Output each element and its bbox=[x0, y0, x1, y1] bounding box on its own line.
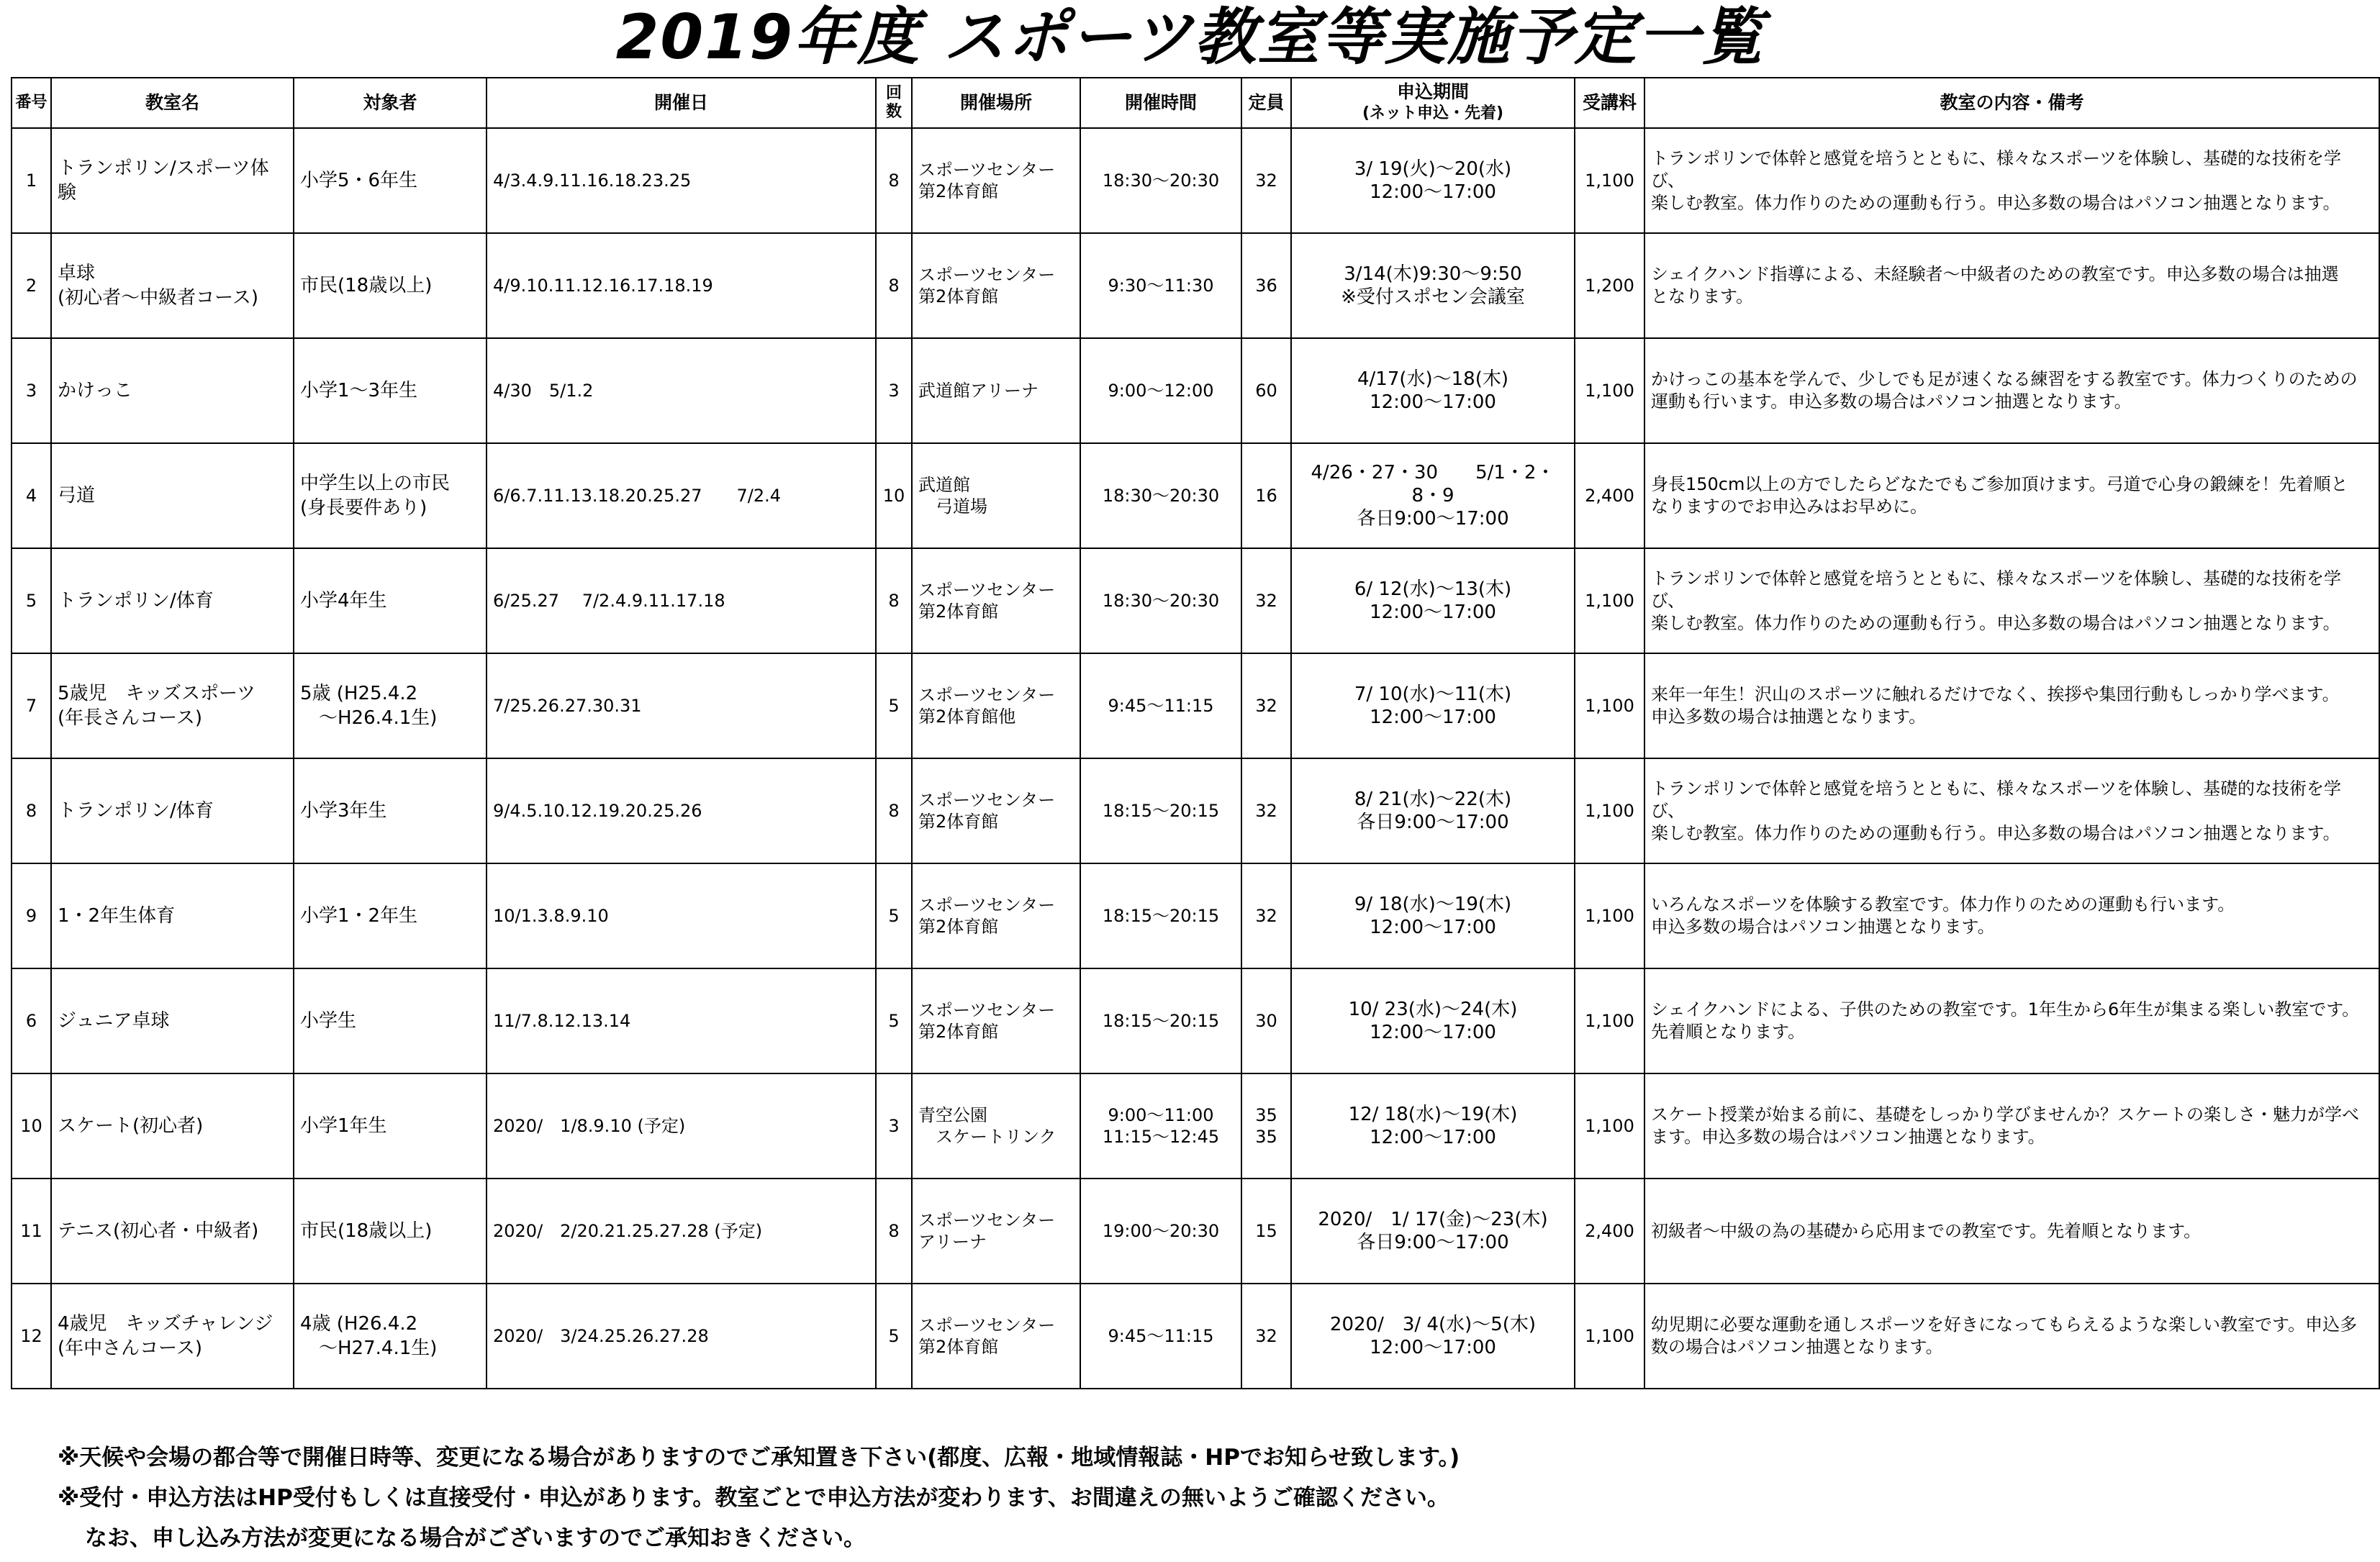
cell-apply bbox=[1291, 443, 1575, 548]
cell-place-line: 第2体育館 bbox=[918, 812, 999, 832]
header-no: 番号 bbox=[12, 78, 51, 128]
cell-apply-line: 12:00〜17:00 bbox=[1370, 707, 1496, 728]
cell-count: 5 bbox=[876, 863, 912, 968]
table-row bbox=[12, 443, 2379, 548]
cell-note-line: 数の場合はパソコン抽選となります。 bbox=[1651, 1337, 1943, 1357]
cell-time-line: 9:45〜11:15 bbox=[1108, 696, 1214, 716]
cell-apply bbox=[1291, 653, 1575, 758]
cell-target-line: 小学生 bbox=[300, 1010, 357, 1032]
cell-note-line: 楽しむ教室。体力作りのための運動も行う。申込多数の場合はパソコン抽選となります。 bbox=[1651, 192, 2340, 213]
cell-place-line: 青空公園 bbox=[918, 1105, 987, 1125]
page-title: 2019年度 スポーツ教室等実施予定一覧 bbox=[615, 1, 1765, 73]
cell-note-line: いろんなスポーツを体験する教室です。体力作りのための運動も行います。 bbox=[1651, 894, 2235, 914]
cell-target-line: 小学1年生 bbox=[300, 1115, 387, 1137]
cell-apply bbox=[1291, 1284, 1575, 1389]
cell-place bbox=[912, 1073, 1080, 1179]
cell-target bbox=[294, 548, 487, 653]
cell-capacity-line: 32 bbox=[1255, 801, 1277, 821]
cell-name bbox=[51, 128, 294, 233]
cell-note bbox=[1644, 1284, 2379, 1389]
cell-target-line: ～H27.4.1生) bbox=[300, 1338, 438, 1359]
header-dates: 開催日 bbox=[487, 78, 876, 128]
table-row bbox=[12, 863, 2379, 968]
cell-count: 5 bbox=[876, 1284, 912, 1389]
cell-fee: 1,100 bbox=[1575, 128, 1644, 233]
cell-name-line: (初心者〜中級者コース) bbox=[58, 287, 258, 309]
cell-target-line: 小学1〜3年生 bbox=[300, 380, 418, 401]
cell-place-line: 第2体育館 bbox=[918, 1337, 999, 1357]
cell-apply bbox=[1291, 1179, 1575, 1284]
cell-place-line: スポーツセンター bbox=[918, 1000, 1056, 1020]
cell-target-line: (身長要件あり) bbox=[300, 497, 427, 519]
cell-note bbox=[1644, 443, 2379, 548]
cell-apply-line: 各日9:00〜17:00 bbox=[1357, 508, 1509, 530]
cell-note bbox=[1644, 653, 2379, 758]
cell-name bbox=[51, 443, 294, 548]
header-name: 教室名 bbox=[51, 78, 294, 128]
cell-apply-line: 各日9:00〜17:00 bbox=[1357, 1232, 1509, 1253]
cell-fee: 1,100 bbox=[1575, 1284, 1644, 1389]
cell-note bbox=[1644, 338, 2379, 443]
cell-note-line: 幼児期に必要な運動を通しスポーツを好きになってもらえるような楽しい教室です。申込多 bbox=[1651, 1314, 2358, 1335]
cell-name-line: 5歳児 キッズスポーツ bbox=[58, 683, 255, 704]
cell-place-line: 第2体育館 bbox=[918, 917, 999, 937]
cell-dates: 2020/ 3/24.25.26.27.28 bbox=[487, 1284, 876, 1389]
cell-note bbox=[1644, 968, 2379, 1073]
cell-apply bbox=[1291, 1073, 1575, 1179]
cell-place-line: 第2体育館 bbox=[918, 601, 999, 622]
cell-capacity bbox=[1241, 338, 1291, 443]
cell-time bbox=[1080, 653, 1241, 758]
cell-time-line: 9:00〜12:00 bbox=[1108, 381, 1214, 401]
cell-note-line: ます。申込多数の場合はパソコン抽選となります。 bbox=[1651, 1127, 2045, 1147]
cell-no: 10 bbox=[12, 1073, 51, 1179]
header-note: 教室の内容・備考 bbox=[1644, 78, 2379, 128]
cell-target-line: 小学4年生 bbox=[300, 590, 387, 612]
cell-fee: 1,100 bbox=[1575, 758, 1644, 863]
cell-capacity bbox=[1241, 758, 1291, 863]
cell-apply-line: 10/ 23(水)〜24(木) bbox=[1348, 999, 1518, 1020]
cell-apply-line: 12/ 18(水)〜19(木) bbox=[1348, 1104, 1518, 1125]
cell-apply-line: 2020/ 1/ 17(金)〜23(木) bbox=[1318, 1209, 1548, 1230]
cell-time-line: 11:15〜12:45 bbox=[1102, 1127, 1220, 1147]
cell-note-line: トランポリンで体幹と感覚を培うとともに、様々なスポーツを体験し、基礎的な技術を学び、 bbox=[1651, 568, 2342, 611]
cell-target bbox=[294, 1179, 487, 1284]
cell-capacity bbox=[1241, 653, 1291, 758]
cell-note-line: 初級者〜中級の為の基礎から応用までの教室です。先着順となります。 bbox=[1651, 1220, 2202, 1241]
cell-target-line: 5歳 (H25.4.2 bbox=[300, 683, 418, 704]
cell-apply-line: 12:00〜17:00 bbox=[1370, 601, 1496, 623]
footnote-1: ※天候や会場の都合等で開催日時等、変更になる場合がありますのでご承知置き下さい(都度、広報・地域情報誌・HPでお知らせ致します。) bbox=[58, 1445, 1460, 1471]
cell-place bbox=[912, 338, 1080, 443]
cell-name bbox=[51, 653, 294, 758]
footnote-2: ※受付・申込方法はHP受付もしくは直接受付・申込があります。教室ごとで申込方法が変わります、お間違えの無いようご確認ください。 bbox=[58, 1485, 1449, 1511]
cell-note-line: 運動も行います。申込多数の場合はパソコン抽選となります。 bbox=[1651, 391, 2132, 412]
cell-fee: 1,100 bbox=[1575, 863, 1644, 968]
cell-place-line: スポーツセンター bbox=[918, 1315, 1056, 1335]
cell-note bbox=[1644, 863, 2379, 968]
cell-time bbox=[1080, 758, 1241, 863]
cell-capacity-line: 16 bbox=[1255, 486, 1277, 506]
cell-no: 2 bbox=[12, 233, 51, 338]
cell-capacity-line: 32 bbox=[1255, 1326, 1277, 1346]
cell-fee: 1,100 bbox=[1575, 968, 1644, 1073]
cell-target bbox=[294, 1073, 487, 1179]
cell-count: 3 bbox=[876, 338, 912, 443]
cell-time-line: 18:15〜20:15 bbox=[1102, 1011, 1220, 1031]
cell-no: 11 bbox=[12, 1179, 51, 1284]
cell-place-line: 第2体育館 bbox=[918, 286, 999, 307]
cell-name bbox=[51, 863, 294, 968]
cell-no: 12 bbox=[12, 1284, 51, 1389]
cell-target-line: 小学5・6年生 bbox=[300, 170, 418, 191]
cell-target-line: 中学生以上の市民 bbox=[300, 473, 451, 494]
cell-target bbox=[294, 338, 487, 443]
table-row bbox=[12, 338, 2379, 443]
cell-no: 9 bbox=[12, 863, 51, 968]
cell-capacity-line: 35 bbox=[1255, 1127, 1277, 1147]
cell-apply-line: 12:00〜17:00 bbox=[1370, 1337, 1496, 1358]
cell-note-line: なりますのでお申込みはお早めに。 bbox=[1651, 496, 1927, 517]
cell-place bbox=[912, 233, 1080, 338]
cell-no: 1 bbox=[12, 128, 51, 233]
cell-name-line: かけっこ bbox=[58, 380, 133, 401]
cell-time bbox=[1080, 1284, 1241, 1389]
cell-time bbox=[1080, 233, 1241, 338]
table-row bbox=[12, 1073, 2379, 1179]
cell-no: 7 bbox=[12, 653, 51, 758]
header-apply-subtitle: (ネット申込・先着) bbox=[1362, 104, 1504, 122]
table-row bbox=[12, 1284, 2379, 1389]
cell-apply-line: 12:00〜17:00 bbox=[1370, 181, 1496, 203]
header-capacity: 定員 bbox=[1241, 78, 1291, 128]
cell-capacity bbox=[1241, 1073, 1291, 1179]
cell-capacity-line: 32 bbox=[1255, 591, 1277, 611]
cell-time-line: 18:30〜20:30 bbox=[1102, 486, 1220, 506]
cell-dates: 2020/ 1/8.9.10 (予定) bbox=[487, 1073, 876, 1179]
cell-time bbox=[1080, 443, 1241, 548]
cell-dates: 6/25.27 7/2.4.9.11.17.18 bbox=[487, 548, 876, 653]
cell-dates: 7/25.26.27.30.31 bbox=[487, 653, 876, 758]
cell-no: 3 bbox=[12, 338, 51, 443]
cell-name bbox=[51, 1284, 294, 1389]
cell-apply-line: 12:00〜17:00 bbox=[1370, 917, 1496, 938]
cell-note-line: スケート授業が始まる前に、基礎をしっかり学びませんか？スケートの楽しさ・魅力が学べ bbox=[1651, 1104, 2359, 1125]
cell-capacity bbox=[1241, 863, 1291, 968]
header-apply-title: 申込期間 bbox=[1396, 81, 1469, 102]
cell-apply-line: 7/ 10(水)〜11(木) bbox=[1354, 684, 1512, 705]
cell-time bbox=[1080, 863, 1241, 968]
cell-count: 5 bbox=[876, 968, 912, 1073]
cell-target bbox=[294, 758, 487, 863]
cell-apply-line: 6/ 12(水)〜13(木) bbox=[1354, 578, 1512, 600]
cell-place-line: 武道館アリーナ bbox=[918, 381, 1039, 401]
cell-target-line: 小学1・2年生 bbox=[300, 905, 418, 927]
cell-apply-line: 12:00〜17:00 bbox=[1370, 1022, 1496, 1043]
cell-name-line: 弓道 bbox=[58, 485, 96, 507]
cell-count: 8 bbox=[876, 548, 912, 653]
cell-name bbox=[51, 338, 294, 443]
cell-name-line: トランポリン/スポーツ体験 bbox=[58, 158, 269, 204]
cell-capacity-line: 60 bbox=[1255, 381, 1277, 401]
cell-place-line: スポーツセンター bbox=[918, 580, 1056, 600]
cell-time-line: 18:15〜20:15 bbox=[1102, 801, 1220, 821]
cell-target-line: 小学3年生 bbox=[300, 800, 387, 822]
cell-dates: 4/9.10.11.12.16.17.18.19 bbox=[487, 233, 876, 338]
cell-capacity bbox=[1241, 443, 1291, 548]
cell-name bbox=[51, 758, 294, 863]
cell-place-line: スポーツセンター bbox=[918, 895, 1056, 915]
cell-target bbox=[294, 863, 487, 968]
table-row bbox=[12, 548, 2379, 653]
cell-target bbox=[294, 233, 487, 338]
cell-apply-line: 4/17(水)〜18(木) bbox=[1357, 368, 1509, 390]
header-apply bbox=[1291, 78, 1575, 128]
cell-dates: 4/3.4.9.11.16.18.23.25 bbox=[487, 128, 876, 233]
cell-capacity-line: 36 bbox=[1255, 276, 1277, 296]
cell-place bbox=[912, 758, 1080, 863]
cell-apply bbox=[1291, 548, 1575, 653]
cell-apply bbox=[1291, 863, 1575, 968]
cell-apply bbox=[1291, 233, 1575, 338]
table-row bbox=[12, 233, 2379, 338]
schedule-table bbox=[11, 77, 2380, 1389]
cell-note-line: トランポリンで体幹と感覚を培うとともに、様々なスポーツを体験し、基礎的な技術を学び、 bbox=[1651, 147, 2342, 191]
cell-time bbox=[1080, 548, 1241, 653]
cell-fee: 1,100 bbox=[1575, 1073, 1644, 1179]
cell-place-line: 武道館 bbox=[918, 475, 970, 495]
cell-place-line: 第2体育館他 bbox=[918, 707, 1016, 727]
cell-fee: 2,400 bbox=[1575, 1179, 1644, 1284]
header-target: 対象者 bbox=[294, 78, 487, 128]
cell-count: 3 bbox=[876, 1073, 912, 1179]
table-row bbox=[12, 758, 2379, 863]
cell-apply-line: 各日9:00〜17:00 bbox=[1357, 812, 1509, 833]
cell-apply bbox=[1291, 128, 1575, 233]
table-row bbox=[12, 968, 2379, 1073]
cell-place bbox=[912, 1284, 1080, 1389]
cell-apply-line: 3/14(木)9:30〜9:50 bbox=[1344, 263, 1522, 285]
cell-name-line: トランポリン/体育 bbox=[58, 800, 214, 822]
cell-time-line: 18:30〜20:30 bbox=[1102, 171, 1220, 191]
cell-place-line: アリーナ bbox=[918, 1232, 987, 1252]
cell-apply-line: 2020/ 3/ 4(水)〜5(木) bbox=[1329, 1314, 1537, 1335]
cell-place-line: スケートリンク bbox=[918, 1127, 1056, 1147]
cell-target-line: 市民(18歳以上) bbox=[300, 1220, 433, 1242]
cell-note bbox=[1644, 233, 2379, 338]
cell-dates: 11/7.8.12.13.14 bbox=[487, 968, 876, 1073]
cell-target-line: 市民(18歳以上) bbox=[300, 275, 433, 296]
header-time: 開催時間 bbox=[1080, 78, 1241, 128]
cell-no: 4 bbox=[12, 443, 51, 548]
cell-capacity bbox=[1241, 1284, 1291, 1389]
cell-place bbox=[912, 653, 1080, 758]
cell-name bbox=[51, 548, 294, 653]
cell-time-line: 18:30〜20:30 bbox=[1102, 591, 1220, 611]
cell-target bbox=[294, 443, 487, 548]
cell-target bbox=[294, 1284, 487, 1389]
header-fee: 受講料 bbox=[1575, 78, 1644, 128]
cell-target-line: 4歳 (H26.4.2 bbox=[300, 1313, 418, 1335]
cell-name bbox=[51, 1073, 294, 1179]
cell-capacity-line: 35 bbox=[1255, 1105, 1277, 1125]
table-row bbox=[12, 128, 2379, 233]
header-place: 開催場所 bbox=[912, 78, 1080, 128]
cell-time-line: 9:00〜11:00 bbox=[1108, 1105, 1214, 1125]
header-count: 回数 bbox=[876, 78, 912, 128]
cell-name-line: トランポリン/体育 bbox=[58, 590, 214, 612]
cell-dates: 10/1.3.8.9.10 bbox=[487, 863, 876, 968]
cell-apply bbox=[1291, 968, 1575, 1073]
cell-time-line: 18:15〜20:15 bbox=[1102, 906, 1220, 926]
cell-note-line: 申込多数の場合はパソコン抽選となります。 bbox=[1651, 917, 1995, 937]
cell-capacity bbox=[1241, 233, 1291, 338]
cell-note bbox=[1644, 1073, 2379, 1179]
cell-place-line: 第2体育館 bbox=[918, 181, 999, 201]
cell-note-line: かけっこの基本を学んで、少しでも足が速くなる練習をする教室です。体力つくりのための bbox=[1651, 369, 2358, 389]
cell-time-line: 9:45〜11:15 bbox=[1108, 1326, 1214, 1346]
cell-name-line: 1・2年生体育 bbox=[58, 905, 176, 927]
cell-note-line: 申込多数の場合は抽選となります。 bbox=[1651, 707, 1927, 727]
cell-name-line: 4歳児 キッズチャレンジ bbox=[58, 1313, 273, 1335]
cell-fee: 1,100 bbox=[1575, 338, 1644, 443]
cell-dates: 4/30 5/1.2 bbox=[487, 338, 876, 443]
cell-apply-line: 12:00〜17:00 bbox=[1370, 1127, 1496, 1148]
cell-note-line: シェイクハンド指導による、未経験者〜中級者のための教室です。申込多数の場合は抽選 bbox=[1651, 264, 2339, 284]
cell-apply-line: 12:00〜17:00 bbox=[1370, 391, 1496, 413]
cell-time bbox=[1080, 338, 1241, 443]
cell-capacity-line: 32 bbox=[1255, 906, 1277, 926]
cell-time bbox=[1080, 1073, 1241, 1179]
cell-count: 5 bbox=[876, 653, 912, 758]
cell-place-line: スポーツセンター bbox=[918, 265, 1056, 285]
cell-note-line: シェイクハンドによる、子供のための教室です。1年生から6年生が集まる楽しい教室です。 bbox=[1651, 999, 2360, 1020]
footnote-3: なお、申し込み方法が変更になる場合がございますのでご承知おきください。 bbox=[85, 1525, 866, 1551]
cell-count: 8 bbox=[876, 1179, 912, 1284]
table-row bbox=[12, 1179, 2379, 1284]
cell-place bbox=[912, 443, 1080, 548]
cell-time bbox=[1080, 968, 1241, 1073]
cell-note bbox=[1644, 548, 2379, 653]
cell-time-line: 19:00〜20:30 bbox=[1102, 1221, 1220, 1241]
cell-dates: 9/4.5.10.12.19.20.25.26 bbox=[487, 758, 876, 863]
cell-count: 8 bbox=[876, 233, 912, 338]
footnotes bbox=[58, 1438, 2361, 1558]
cell-no: 6 bbox=[12, 968, 51, 1073]
cell-capacity-line: 32 bbox=[1255, 171, 1277, 191]
cell-note bbox=[1644, 128, 2379, 233]
cell-name-line: テニス(初心者・中級者) bbox=[58, 1220, 259, 1242]
cell-target bbox=[294, 128, 487, 233]
cell-dates: 6/6.7.11.13.18.20.25.27 7/2.4 bbox=[487, 443, 876, 548]
cell-note bbox=[1644, 1179, 2379, 1284]
cell-fee: 1,200 bbox=[1575, 233, 1644, 338]
cell-apply-line: 4/26・27・30 5/1・2・8・9 bbox=[1311, 462, 1555, 507]
header-row bbox=[12, 78, 2379, 128]
cell-name bbox=[51, 233, 294, 338]
cell-capacity bbox=[1241, 968, 1291, 1073]
cell-no: 8 bbox=[12, 758, 51, 863]
cell-place-line: スポーツセンター bbox=[918, 1210, 1056, 1230]
cell-name-line: ジュニア卓球 bbox=[58, 1010, 170, 1032]
cell-apply-line: 3/ 19(火)〜20(水) bbox=[1354, 158, 1512, 180]
cell-fee: 2,400 bbox=[1575, 443, 1644, 548]
cell-note-line: 来年一年生！沢山のスポーツに触れるだけでなく、挨拶や集団行動もしっかり学べます。 bbox=[1651, 684, 2340, 704]
cell-apply-line: 8/ 21(水)〜22(木) bbox=[1354, 789, 1512, 810]
cell-apply-line: ※受付スポセン会議室 bbox=[1341, 286, 1525, 308]
cell-count: 10 bbox=[876, 443, 912, 548]
cell-capacity-line: 30 bbox=[1255, 1011, 1277, 1031]
cell-name-line: (年長さんコース) bbox=[58, 707, 202, 729]
cell-dates: 2020/ 2/20.21.25.27.28 (予定) bbox=[487, 1179, 876, 1284]
cell-place-line: スポーツセンター bbox=[918, 790, 1056, 810]
cell-capacity-line: 15 bbox=[1255, 1221, 1277, 1241]
cell-time bbox=[1080, 1179, 1241, 1284]
cell-target bbox=[294, 968, 487, 1073]
cell-place bbox=[912, 863, 1080, 968]
cell-note-line: 楽しむ教室。体力作りのための運動も行う。申込多数の場合はパソコン抽選となります。 bbox=[1651, 822, 2340, 843]
cell-place bbox=[912, 968, 1080, 1073]
cell-capacity bbox=[1241, 548, 1291, 653]
cell-name-line: 卓球 bbox=[58, 263, 96, 284]
cell-apply bbox=[1291, 758, 1575, 863]
cell-capacity-line: 32 bbox=[1255, 696, 1277, 716]
cell-target-line: ～H26.4.1生) bbox=[300, 707, 438, 729]
cell-place-line: スポーツセンター bbox=[918, 685, 1056, 705]
cell-name-line: スケート(初心者) bbox=[58, 1115, 204, 1137]
cell-count: 8 bbox=[876, 758, 912, 863]
cell-name bbox=[51, 968, 294, 1073]
table-row bbox=[12, 653, 2379, 758]
cell-apply-line: 9/ 18(水)〜19(木) bbox=[1354, 894, 1512, 915]
cell-note-line: 先着順となります。 bbox=[1651, 1022, 1806, 1042]
cell-place-line: 弓道場 bbox=[918, 496, 987, 517]
cell-name-line: (年中さんコース) bbox=[58, 1338, 202, 1359]
cell-note-line: 楽しむ教室。体力作りのための運動も行う。申込多数の場合はパソコン抽選となります。 bbox=[1651, 612, 2340, 633]
cell-apply bbox=[1291, 338, 1575, 443]
cell-time-line: 9:30〜11:30 bbox=[1108, 276, 1214, 296]
cell-fee: 1,100 bbox=[1575, 653, 1644, 758]
cell-capacity bbox=[1241, 128, 1291, 233]
cell-note-line: となります。 bbox=[1651, 286, 1754, 307]
cell-capacity bbox=[1241, 1179, 1291, 1284]
cell-name bbox=[51, 1179, 294, 1284]
cell-place-line: スポーツセンター bbox=[918, 160, 1056, 180]
cell-place bbox=[912, 1179, 1080, 1284]
cell-count: 8 bbox=[876, 128, 912, 233]
cell-fee: 1,100 bbox=[1575, 548, 1644, 653]
cell-place bbox=[912, 548, 1080, 653]
cell-note-line: トランポリンで体幹と感覚を培うとともに、様々なスポーツを体験し、基礎的な技術を学び、 bbox=[1651, 778, 2342, 821]
cell-place bbox=[912, 128, 1080, 233]
cell-note bbox=[1644, 758, 2379, 863]
cell-target bbox=[294, 653, 487, 758]
cell-place-line: 第2体育館 bbox=[918, 1022, 999, 1042]
cell-note-line: 身長150cm以上の方でしたらどなたでもご参加頂けます。弓道で心身の鍛練を！先着順と bbox=[1651, 474, 2348, 494]
cell-time bbox=[1080, 128, 1241, 233]
cell-no: 5 bbox=[12, 548, 51, 653]
